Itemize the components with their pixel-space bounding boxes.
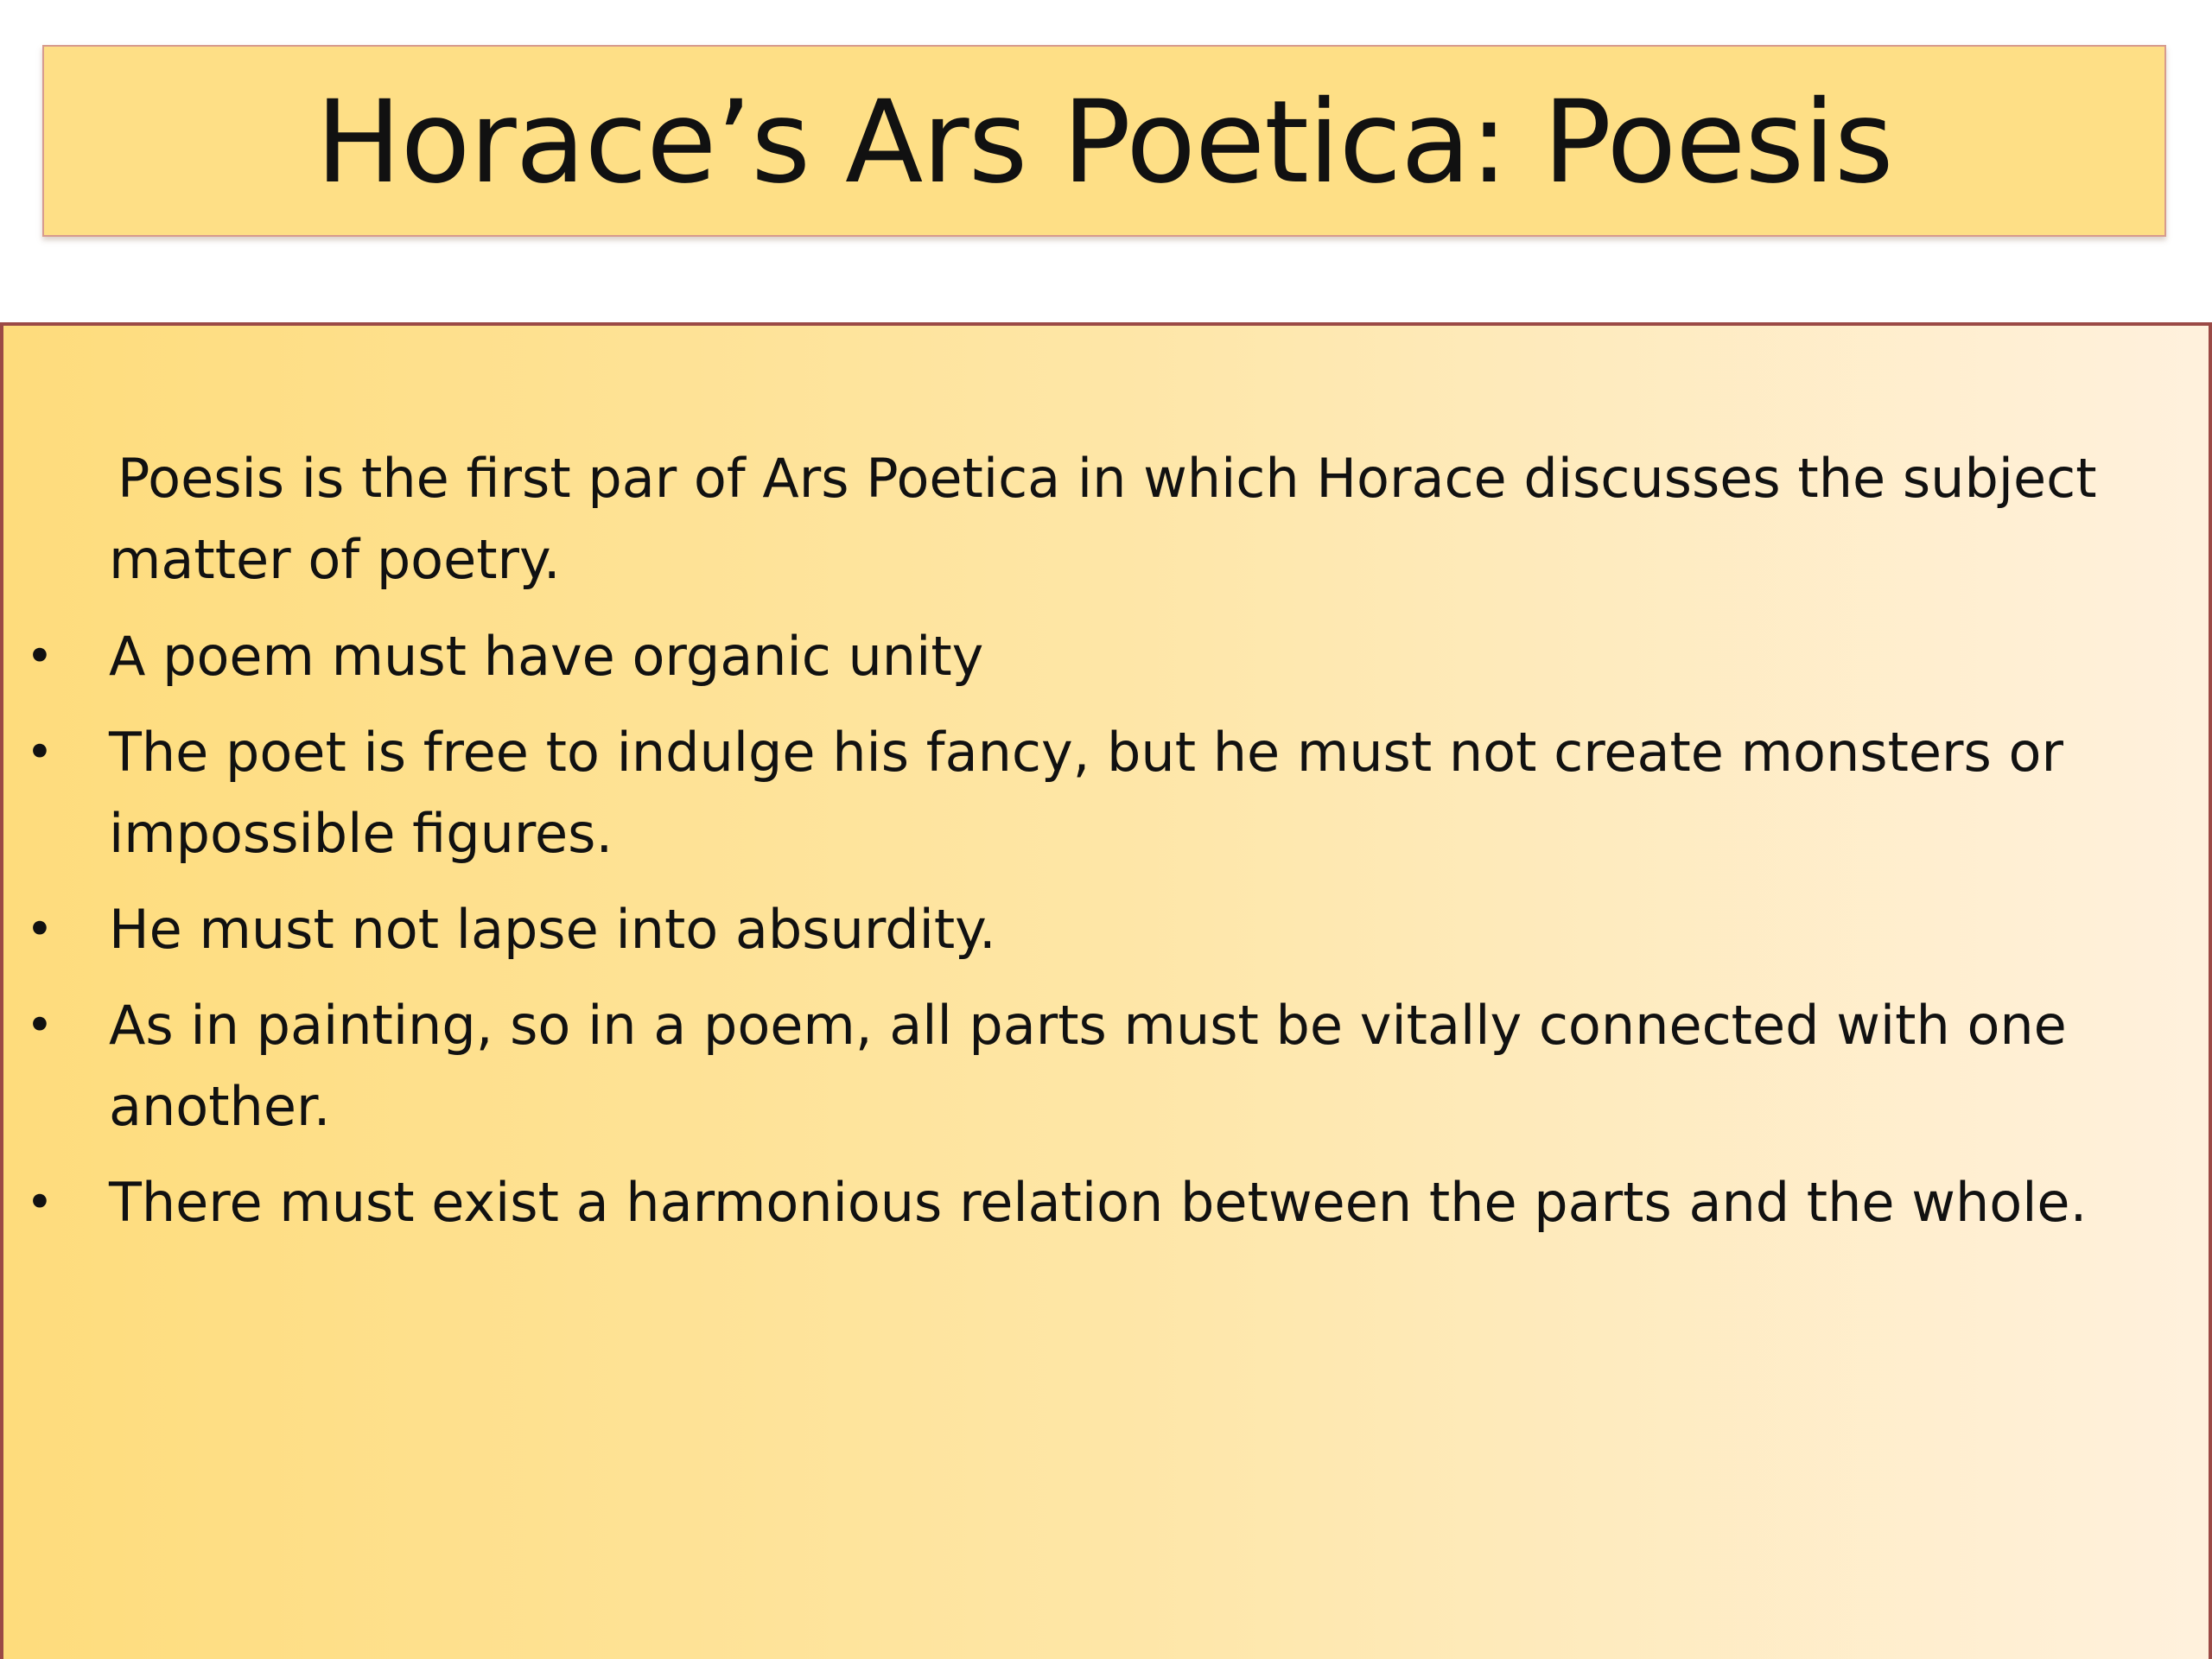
bullet-item	[3, 985, 2212, 1147]
bullet-icon: •	[26, 1175, 54, 1230]
title-box	[42, 45, 2166, 237]
bullet-item	[3, 616, 2212, 697]
bullet-icon: •	[26, 629, 54, 683]
slide-title: Horace’s Ars Poetica: Poesis	[315, 76, 1893, 209]
bullet-text: He must not lapse into absurdity.	[109, 898, 996, 961]
bullet-icon: •	[26, 725, 54, 779]
bullet-text: The poet is free to indulge his fancy, but he must not create monsters or impossible figures.	[109, 721, 2063, 865]
bullet-icon: •	[26, 902, 54, 957]
intro-paragraph: Poesis is the first par of Ars Poetica in which Horace discusses the subject matter of poetry.	[109, 447, 2097, 591]
bullet-item	[3, 712, 2212, 874]
bullet-text: As in painting, so in a poem, all parts must be vitally connected with one another.	[109, 994, 2067, 1138]
bullet-item	[3, 889, 2212, 970]
bullet-icon: •	[26, 998, 54, 1052]
content-box	[0, 322, 2212, 1659]
bullet-text: A poem must have organic unity	[109, 625, 984, 688]
bullet-item	[3, 1162, 2212, 1243]
bullet-text: There must exist a harmonious relation between the parts and the whole.	[109, 1171, 2088, 1234]
bullet-list	[3, 616, 2212, 1258]
